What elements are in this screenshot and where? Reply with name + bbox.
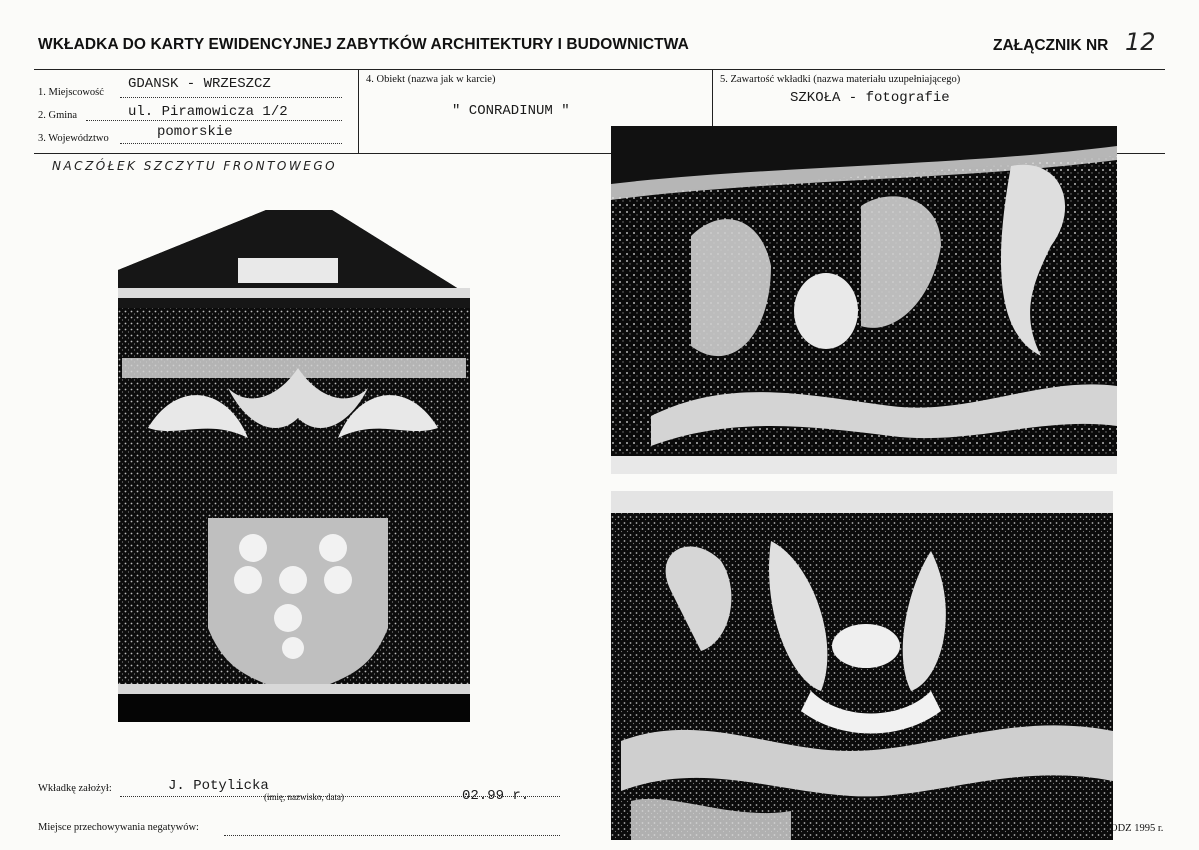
photo-pediment-image — [118, 208, 474, 722]
negatives-dots — [224, 823, 560, 836]
photo-detail-bottom-image — [611, 491, 1113, 840]
created-by-value: J. Potylicka — [168, 778, 269, 794]
municipality-label: 2. Gmina — [38, 110, 78, 121]
annex-label: ZAŁĄCZNIK NR — [993, 37, 1109, 54]
created-by-hint: (imię, nazwisko, data) — [264, 792, 344, 802]
locality-label: 1. Miejscowość — [38, 87, 104, 98]
photo-detail-top — [611, 126, 1117, 474]
object-label: 4. Obiekt (nazwa jak w karcie) — [366, 74, 496, 85]
object-value: " CONRADINUM " — [452, 103, 570, 119]
form-title: WKŁADKA DO KARTY EWIDENCYJNEJ ZABYTKÓW ARCHITEKTURY I BUDOWNICTWA — [38, 36, 689, 53]
annex-number: 12 — [1125, 28, 1156, 56]
municipality-value: ul. Piramowicza 1/2 — [128, 104, 288, 120]
contents-value: SZKOŁA - fotografie — [790, 90, 950, 106]
photo-detail-bottom — [611, 491, 1113, 840]
date-value: 02.99 r. — [462, 788, 530, 804]
created-by-label: Wkładkę założył: — [38, 783, 112, 794]
handwritten-caption: NACZÓŁEK SZCZYTU FRONTOWEGO — [52, 159, 338, 173]
form-code: ODZ 1995 r. — [1110, 823, 1164, 834]
contents-label: 5. Zawartość wkładki (nazwa materiału uzupełniającego) — [720, 74, 961, 85]
voivodeship-value: pomorskie — [157, 124, 233, 140]
locality-value: GDANSK - WRZESZCZ — [128, 76, 271, 92]
table-top-rule — [34, 69, 1165, 70]
negatives-label: Miejsce przechowywania negatywów: — [38, 822, 199, 833]
photo-pediment — [118, 208, 474, 722]
voivodeship-label: 3. Województwo — [38, 133, 109, 144]
column-divider-1 — [358, 69, 359, 153]
photo-detail-top-image — [611, 126, 1117, 474]
